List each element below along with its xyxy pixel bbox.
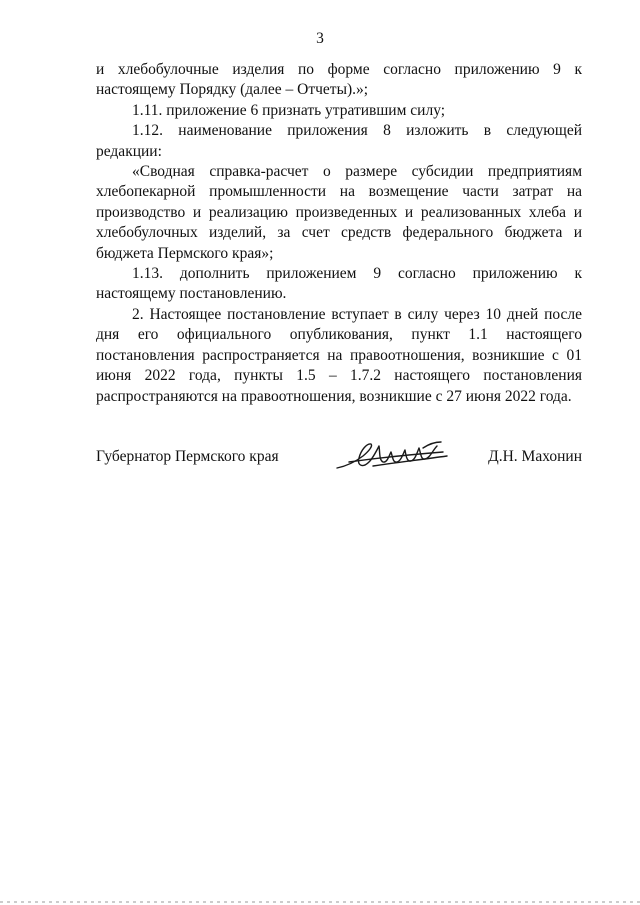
paragraph-item-1-12: 1.12. наименование приложения 8 изложить в следующей редакции: [96,122,582,160]
paragraph-continuation: и хлебобулочные изделия по форме согласно приложению 9 к настоящему Порядку (далее – Отчеты).»; [96,61,582,99]
handwritten-signature [333,436,453,476]
paragraph-item-1-11: 1.11. приложение 6 признать утратившим силу; [132,101,446,119]
paragraph-item-1-13: 1.13. дополнить приложением 9 согласно приложению к настоящему постановлению. [96,265,582,303]
signatory-name: Д.Н. Махонин [488,448,582,465]
document-body [96,60,582,407]
scan-edge-line [0,901,640,903]
signatory-position: Губернатор Пермского края [96,448,279,465]
paragraph-quoted-title: «Сводная справка-расчет о размере субсидии предприятиям хлебопекарной промышленности на возмещение части затрат на производство и реализацию произведенных и реализованных хлеба и хлебобулочных изделий, за счет средств федерального бюджета и бюджета Пермского края»; [96,163,582,262]
page-number: 3 [316,30,324,47]
paragraph-item-2: 2. Настоящее постановление вступает в силу через 10 дней после дня его официального опубликования, пункт 1.1 настоящего постановления распространяется на правоотношения, возникшие с 01 июня 2022 года, пункты 1.5 – 1.7.2 настоящего постановления распространяются на правоотношения, возникшие с 27 июня 2022 года. [96,305,582,405]
